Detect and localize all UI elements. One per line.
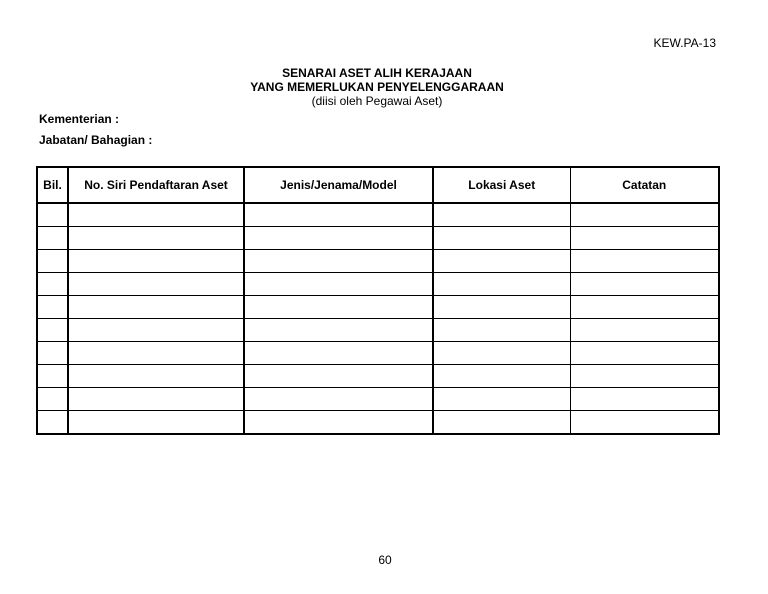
table-row (37, 411, 719, 435)
table-cell[interactable] (37, 342, 68, 365)
table-cell[interactable] (68, 250, 244, 273)
header-cell-type-brand-model: Jenis/Jenama/Model (244, 167, 433, 203)
table-cell[interactable] (68, 411, 244, 435)
table-cell[interactable] (570, 342, 719, 365)
table-row (37, 250, 719, 273)
table-row (37, 273, 719, 296)
header-cell-registration-no: No. Siri Pendaftaran Aset (68, 167, 244, 203)
table-cell[interactable] (244, 227, 433, 250)
title-note: (diisi oleh Pegawai Aset) (311, 94, 443, 108)
title-line-2: YANG MEMERLUKAN PENYELENGGARAAN (250, 80, 504, 94)
table-cell[interactable] (570, 411, 719, 435)
table-cell[interactable] (244, 365, 433, 388)
table-cell[interactable] (433, 227, 570, 250)
table-cell[interactable] (433, 365, 570, 388)
table-cell[interactable] (37, 388, 68, 411)
table-cell[interactable] (244, 342, 433, 365)
form-code: KEW.PA-13 (653, 36, 716, 50)
table-cell[interactable] (433, 203, 570, 227)
table-row (37, 388, 719, 411)
header-cell-remarks: Catatan (570, 167, 719, 203)
table-cell[interactable] (244, 388, 433, 411)
table-cell[interactable] (68, 319, 244, 342)
title-block (0, 66, 754, 108)
table-cell[interactable] (570, 273, 719, 296)
table-cell[interactable] (68, 388, 244, 411)
table-cell[interactable] (37, 250, 68, 273)
table-cell[interactable] (570, 319, 719, 342)
table-cell[interactable] (244, 319, 433, 342)
table-cell[interactable] (244, 296, 433, 319)
table-cell[interactable] (37, 227, 68, 250)
table-row (37, 203, 719, 227)
table-cell[interactable] (433, 296, 570, 319)
table-cell[interactable] (433, 273, 570, 296)
table-cell[interactable] (433, 411, 570, 435)
table-cell[interactable] (433, 319, 570, 342)
page-number: 60 (378, 553, 392, 567)
table-cell[interactable] (244, 250, 433, 273)
table-cell[interactable] (37, 203, 68, 227)
table-cell[interactable] (37, 365, 68, 388)
table-row (37, 319, 719, 342)
table-cell[interactable] (68, 342, 244, 365)
department-label: Jabatan/ Bahagian : (39, 133, 153, 147)
table-cell[interactable] (570, 227, 719, 250)
table-cell[interactable] (37, 296, 68, 319)
asset-table (36, 166, 720, 435)
table-cell[interactable] (37, 411, 68, 435)
table-cell[interactable] (244, 411, 433, 435)
table-header (37, 167, 719, 203)
table-cell[interactable] (244, 273, 433, 296)
table-row (37, 227, 719, 250)
table-cell[interactable] (68, 365, 244, 388)
table-cell[interactable] (68, 273, 244, 296)
table-cell[interactable] (68, 203, 244, 227)
table-cell[interactable] (433, 388, 570, 411)
table-row (37, 296, 719, 319)
table-cell[interactable] (433, 250, 570, 273)
table-cell[interactable] (68, 227, 244, 250)
header-cell-bil: Bil. (37, 167, 68, 203)
table-row (37, 342, 719, 365)
table-cell[interactable] (433, 342, 570, 365)
table-row (37, 365, 719, 388)
ministry-label: Kementerian : (39, 112, 120, 126)
table-cell[interactable] (37, 319, 68, 342)
table-cell[interactable] (68, 296, 244, 319)
table-cell[interactable] (570, 388, 719, 411)
header-row (37, 167, 719, 203)
table-cell[interactable] (244, 203, 433, 227)
title-line-1: SENARAI ASET ALIH KERAJAAN (282, 66, 472, 80)
table-cell[interactable] (570, 296, 719, 319)
table-cell[interactable] (570, 365, 719, 388)
header-cell-location: Lokasi Aset (433, 167, 570, 203)
table-cell[interactable] (570, 250, 719, 273)
table-cell[interactable] (570, 203, 719, 227)
table-cell[interactable] (37, 273, 68, 296)
table-body (37, 203, 719, 434)
